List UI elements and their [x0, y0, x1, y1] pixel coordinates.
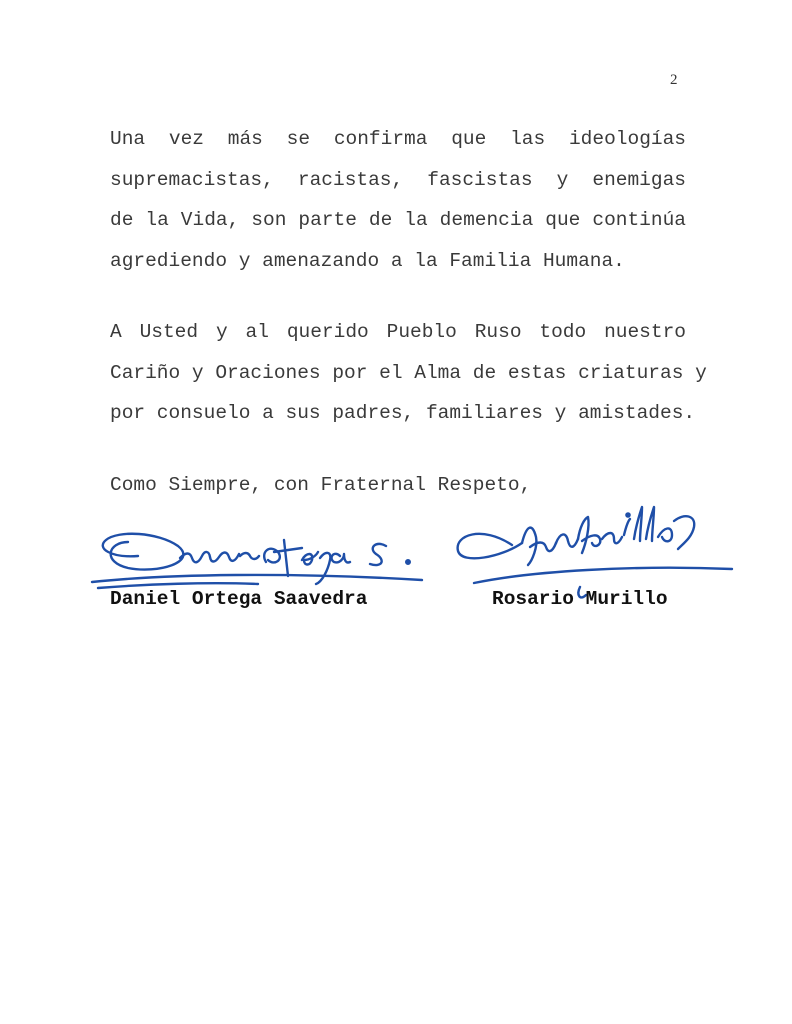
paragraph-line: A Usted y al querido Pueblo Ruso todo nuestro: [110, 321, 686, 343]
paragraph-line: supremacistas, racistas, fascistas y enemigas: [110, 168, 686, 191]
signer-name-1: Daniel Ortega Saavedra: [110, 588, 368, 610]
paragraph-line: de la Vida, son parte de la demencia que continúa: [110, 209, 686, 231]
paragraph-line: agrediendo y amenazando a la Familia Humana.: [110, 249, 625, 272]
paragraph-line: Una vez más se confirma que las ideologías: [110, 128, 686, 150]
signature-daniel-ortega: [88, 512, 428, 594]
closing-text: Como Siempre, con Fraternal Respeto,: [110, 474, 532, 496]
paragraph-line: Cariño y Oraciones por el Alma de estas criaturas y: [110, 361, 707, 384]
paragraph-2: [110, 312, 707, 434]
page-number: 2: [670, 72, 678, 88]
paragraph-1: [110, 119, 686, 281]
signer-name-2: Rosario Murillo: [492, 588, 668, 610]
paragraph-line: por consuelo a sus padres, familiares y amistades.: [110, 402, 696, 424]
